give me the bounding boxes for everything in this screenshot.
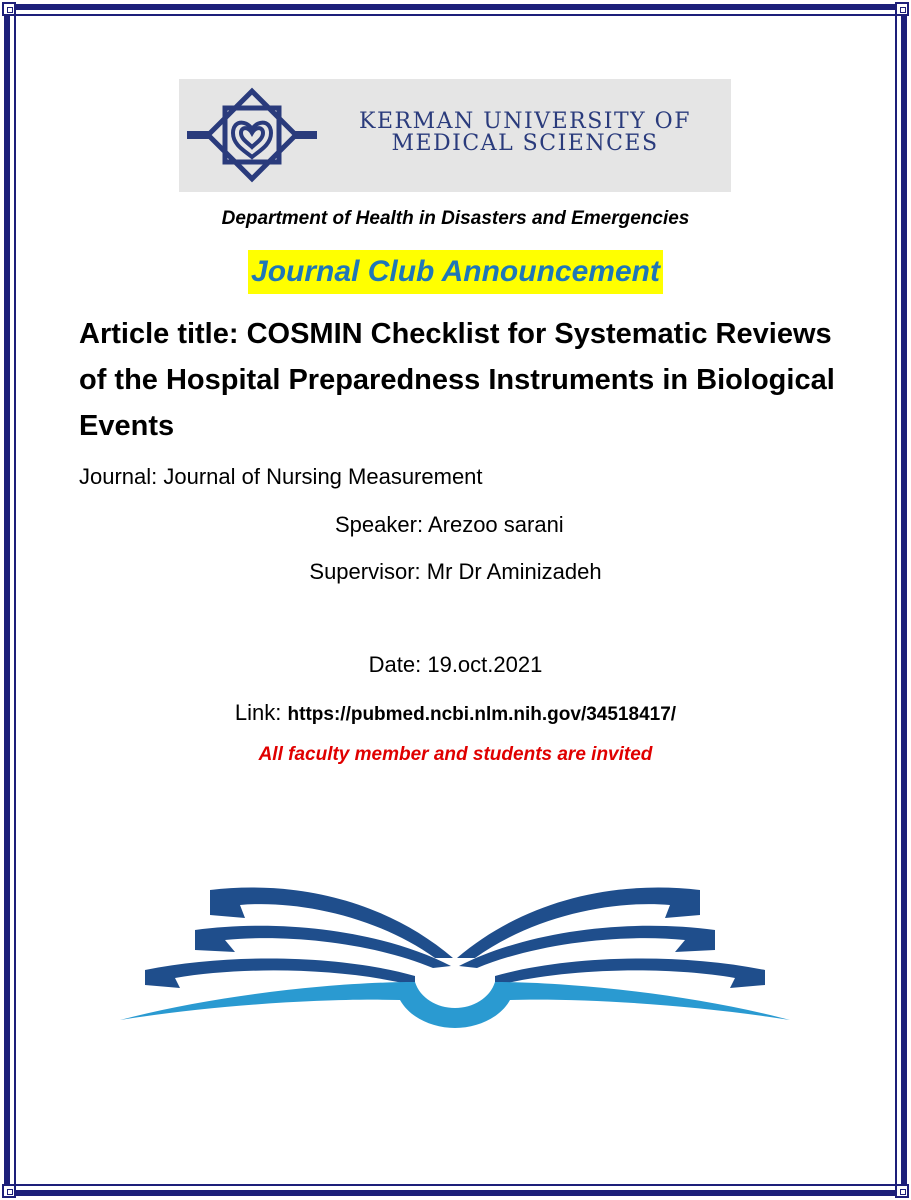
event-date: Date: 19.oct.2021 bbox=[368, 652, 543, 677]
university-name-line2: MEDICAL SCIENCES bbox=[391, 131, 659, 156]
announcement-heading-wrapper bbox=[0, 250, 911, 294]
university-logo bbox=[179, 79, 731, 192]
university-emblem-icon bbox=[183, 85, 321, 185]
speaker-name: Speaker: Arezoo sarani bbox=[335, 512, 564, 537]
border-corner-ornament bbox=[895, 1184, 909, 1198]
article-link[interactable]: https://pubmed.ncbi.nlm.nih.gov/34518417/ bbox=[287, 704, 677, 725]
link-label: Link: bbox=[234, 700, 282, 725]
announcement-heading: Journal Club Announcement bbox=[248, 250, 663, 294]
department-name: Department of Health in Disasters and Emergencies bbox=[221, 208, 690, 229]
border-corner-ornament bbox=[2, 2, 16, 16]
university-name bbox=[327, 111, 723, 155]
article-title: Article title: COSMIN Checklist for Systematic Reviews of the Hospital Preparedness Instruments in Biological Events bbox=[79, 318, 835, 442]
journal-name: Journal: Journal of Nursing Measurement bbox=[79, 464, 483, 489]
supervisor-name: Supervisor: Mr Dr Aminizadeh bbox=[309, 559, 602, 584]
border-corner-ornament bbox=[2, 1184, 16, 1198]
article-link-line bbox=[0, 700, 911, 726]
university-name-line1: KERMAN UNIVERSITY OF bbox=[359, 109, 691, 134]
invitation-text: All faculty member and students are invited bbox=[258, 744, 653, 765]
border-corner-ornament bbox=[895, 2, 909, 16]
open-book-icon bbox=[115, 870, 795, 1030]
